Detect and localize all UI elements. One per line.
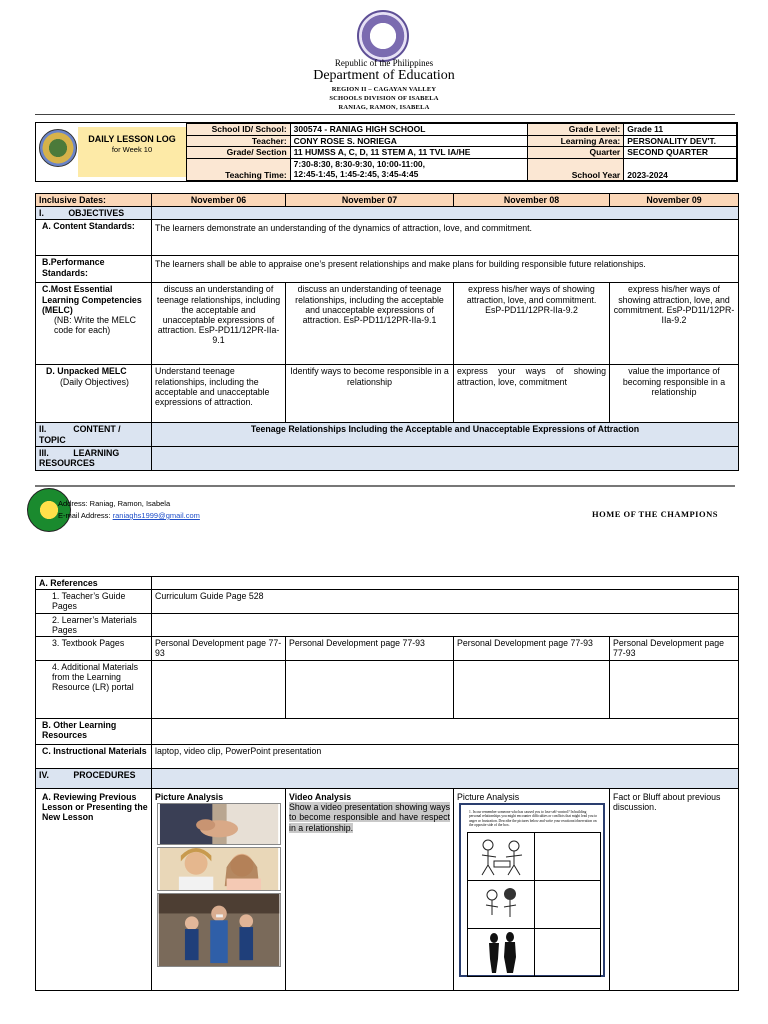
perf-std-label: B.Performance Standards: — [36, 256, 152, 283]
time-value — [290, 158, 527, 180]
melc-day-4: express his/her ways of showing attraction, love, and commitment. EsP-PD11/12PR-IIa-9.2 — [610, 283, 739, 365]
instructional-value: laptop, video clip, PowerPoint presentation — [152, 745, 739, 769]
sketch-couple-talking — [474, 885, 530, 925]
additional-day-1 — [152, 661, 286, 719]
section-value: 11 HUMSS A, C, D, 11 STEM A, 11 TVL IA/HE — [290, 147, 527, 159]
day1-title: Picture Analysis — [155, 792, 224, 803]
worksheet-cell — [534, 929, 601, 977]
unpacked-day-2: Identify ways to become responsible in a relationship — [286, 365, 454, 423]
lm-label: 2. Learner’s Materials Pages — [36, 613, 152, 636]
review-day-3 — [454, 789, 610, 991]
info-table — [186, 123, 737, 181]
republic-line: Republic of the Philippines — [334, 58, 434, 68]
department-title: Department of Education — [313, 68, 455, 83]
review-day-2 — [286, 789, 454, 991]
unpacked-day-1: Understand teenage relationships, including the acceptable and unacceptable expressions of attraction. — [152, 365, 286, 423]
footer-motto: HOME OF THE CHAMPIONS — [592, 509, 718, 519]
additional-day-4 — [610, 661, 739, 719]
melc-day-1: discuss an understanding of teenage relationships, including the acceptable and unacceptable expressions of attraction. EsP-PD11/12PR-IIa-9.1 — [152, 283, 286, 365]
unpacked-day-4: value the importance of becoming responsible in a relationship — [610, 365, 739, 423]
tb-label: 3. Textbook Pages — [36, 637, 152, 661]
tb-day-3: Personal Development page 77-93 — [454, 637, 610, 661]
tb-day-4: Personal Development page 77-93 — [610, 637, 739, 661]
info-box — [35, 122, 738, 182]
worksheet-cell — [468, 833, 535, 881]
school-value: 300574 - RANIAG HIGH SCHOOL — [290, 124, 527, 136]
review-day-4: Fact or Bluff about previous discussion. — [610, 789, 739, 991]
learning-resources-label: III. LEARNING RESOURCES — [36, 446, 152, 470]
quarter-label: Quarter — [527, 147, 624, 159]
instructional-label: C. Instructional Materials — [36, 745, 152, 769]
dll-week: for Week 10 — [111, 145, 153, 154]
references-label: A. References — [36, 577, 152, 590]
day2-body-text: Show a video presentation showing ways to become responsible and have respect in a relationship. — [289, 802, 450, 833]
quarter-value: SECOND QUARTER — [624, 147, 737, 159]
grade-level-label: Grade Level: — [527, 124, 624, 136]
objectives-heading: I. OBJECTIVES — [36, 207, 152, 220]
day-3-date: November 08 — [454, 194, 610, 207]
other-resources-blank — [152, 719, 739, 745]
lm-blank — [152, 613, 739, 636]
time-line-1: 7:30-8:30, 8:30-9:30, 10:00-11:00, — [293, 159, 426, 169]
tb-day-1: Personal Development page 77-93 — [152, 637, 286, 661]
learning-resources-blank — [152, 446, 739, 470]
footer-email-line — [58, 511, 200, 520]
melc-day-3: express his/her ways of showing attraction, love, and commitment. EsP-PD11/12PR-IIa-9.2 — [454, 283, 610, 365]
content-topic-value: Teenage Relationships Including the Acceptable and Unacceptable Expressions of Attraction — [152, 423, 739, 446]
melc-label: C.Most Essential Learning Competencies (MELC) — [42, 284, 142, 315]
additional-day-2 — [286, 661, 454, 719]
melc-day-2: discuss an understanding of teenage relationships, including the acceptable and unacceptable expressions of attraction. EsP-PD11/12PR-IIa-9.1 — [286, 283, 454, 365]
melc-note: (NB: Write the MELC code for each) — [54, 315, 136, 336]
worksheet-image — [459, 803, 605, 977]
review-label: A. Reviewing Previous Lesson or Presenting the New Lesson — [36, 789, 152, 991]
objectives-table — [35, 193, 739, 471]
perf-std-value: The learners shall be able to appraise one’s present relationships and make plans for building responsible future relationships. — [152, 256, 739, 283]
division-line: SCHOOLS DIVISION OF ISABELA — [329, 95, 439, 102]
procedures-blank — [152, 769, 739, 789]
dll-title: DAILY LESSON LOG — [88, 134, 176, 144]
content-std-label: A. Content Standards: — [36, 220, 152, 256]
photo-girls-talking — [157, 847, 281, 891]
footer-school-logo — [27, 488, 71, 532]
day3-title: Picture Analysis — [457, 792, 520, 803]
day-4-date: November 09 — [610, 194, 739, 207]
header-rule — [35, 114, 735, 115]
learning-area-value: PERSONALITY DEV'T. — [624, 135, 737, 147]
photo-couple-hands — [157, 803, 281, 845]
footer-rule — [35, 485, 735, 487]
dates-label: Inclusive Dates: — [36, 194, 152, 207]
other-resources-label: B. Other Learning Resources — [36, 719, 152, 745]
additional-label: 4. Additional Materials from the Learning Resource (LR) portal — [36, 661, 152, 719]
school-logo — [39, 129, 77, 167]
unpacked-day-3: express your ways of showing attraction, love, commitment — [454, 365, 610, 423]
content-std-value: The learners demonstrate an understanding of the dynamics of attraction, love, and commitment. — [152, 220, 739, 256]
worksheet-instructions: 1. In our remember someone who has caused you to lose self-control? In building personal relationships you might encounter difficulties or conflicts that might lead you to anger or frustration. Describe the pictures below and write your reactions/observation on the opposite side of the box. — [469, 810, 598, 828]
unpacked-note: (Daily Objectives) — [60, 376, 129, 387]
worksheet-cell — [534, 881, 601, 929]
tg-label: 1. Teacher’s Guide Pages — [36, 590, 152, 613]
time-line-2: 12:45-1:45, 1:45-2:45, 3:45-4:45 — [293, 169, 419, 179]
unpacked-label-cell — [36, 365, 152, 423]
worksheet-cell — [468, 929, 535, 977]
deped-seal — [357, 10, 409, 62]
teacher-label: Teacher: — [187, 135, 291, 147]
year-value: 2023-2024 — [624, 158, 737, 180]
day-2-date: November 07 — [286, 194, 454, 207]
melc-label-cell — [36, 283, 152, 365]
region-line: REGION II – CAGAYAN VALLEY — [331, 86, 437, 93]
footer-address: Address: Raniag, Ramon, Isabela — [58, 499, 171, 508]
photo-group-masks — [157, 893, 281, 967]
learning-area-label: Learning Area: — [527, 135, 624, 147]
worksheet-cell — [534, 833, 601, 881]
teacher-value: CONY ROSE S. NORIEGA — [290, 135, 527, 147]
review-day-1 — [152, 789, 286, 991]
objectives-blank — [152, 207, 739, 220]
year-label: School Year — [527, 158, 624, 180]
content-topic-label: II. CONTENT / TOPIC — [36, 423, 152, 446]
section-label: Grade/ Section — [187, 147, 291, 159]
school-label: School ID/ School: — [187, 124, 291, 136]
worksheet-grid — [467, 832, 601, 977]
tb-day-2: Personal Development page 77-93 — [286, 637, 454, 661]
unpacked-label: D. Unpacked MELC — [46, 366, 127, 377]
additional-day-3 — [454, 661, 610, 719]
footer-email-link[interactable]: raniaghs1999@gmail.com — [112, 511, 200, 520]
day2-body — [289, 802, 450, 833]
sketch-couple-silhouette — [474, 931, 530, 975]
dll-title-box — [78, 127, 186, 177]
worksheet-cell — [468, 881, 535, 929]
footer-email-label: E-mail Address: — [58, 511, 111, 520]
day2-title: Video Analysis — [289, 792, 352, 803]
school-place-line: RANIAG, RAMON, ISABELA — [338, 104, 430, 111]
tg-value: Curriculum Guide Page 528 — [152, 590, 739, 613]
procedures-heading: IV. PROCEDURES — [36, 769, 152, 789]
references-blank — [152, 577, 739, 590]
sketch-people-arguing — [474, 837, 530, 877]
resources-procedures-table — [35, 576, 739, 991]
grade-level-value: Grade 11 — [624, 124, 737, 136]
day-1-date: November 06 — [152, 194, 286, 207]
dll-block — [36, 123, 186, 181]
time-label: Teaching Time: — [187, 158, 291, 180]
